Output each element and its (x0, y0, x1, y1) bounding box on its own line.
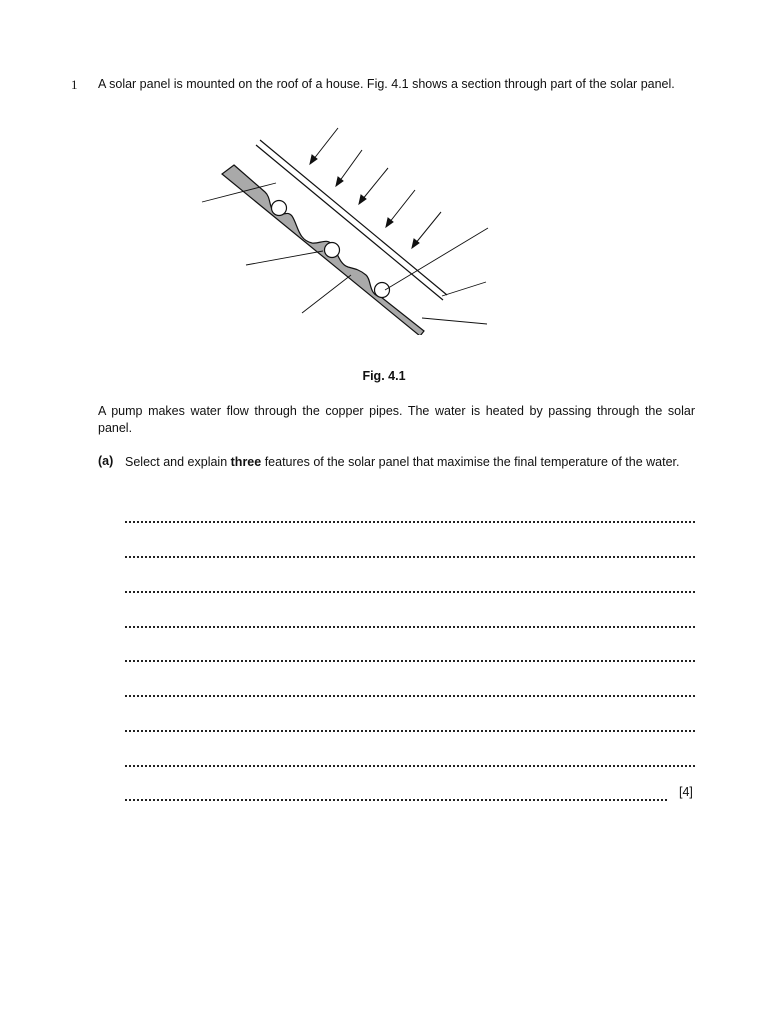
question-intro: A solar panel is mounted on the roof of a house. Fig. 4.1 shows a section through part of the solar panel. (98, 77, 675, 91)
answer-line-5[interactable] (125, 660, 695, 662)
absorber-plate (222, 165, 424, 335)
part-a-label: (a) (98, 454, 114, 468)
answer-line-3[interactable] (125, 591, 695, 593)
copper-pipe-3 (375, 283, 390, 298)
part-a-emphasis: three (230, 455, 262, 469)
marks-allocation: [4] (679, 785, 693, 799)
answer-line-8[interactable] (125, 765, 695, 767)
part-a-text-before: Select and explain (125, 455, 231, 469)
part-a-question (125, 454, 695, 471)
context-text: A pump makes water flow through the copper pipes. The water is heated by passing through the solar panel. (98, 404, 695, 435)
answer-line-6[interactable] (125, 695, 695, 697)
answer-line-9[interactable] (125, 799, 667, 801)
answer-line-1[interactable] (125, 521, 695, 523)
answer-line-4[interactable] (125, 626, 695, 628)
solar-panel-diagram (190, 120, 500, 335)
answer-line-7[interactable] (125, 730, 695, 732)
copper-pipe-1 (272, 201, 287, 216)
label-leader-lines (202, 183, 488, 324)
question-number: 1 (71, 77, 78, 92)
part-a-text-after: features of the solar panel that maximise the final temperature of the water. (261, 455, 680, 469)
sunlight-arrows (310, 128, 441, 248)
figure-caption: Fig. 4.1 (362, 369, 406, 383)
copper-pipe-2 (325, 243, 340, 258)
answer-line-2[interactable] (125, 556, 695, 558)
